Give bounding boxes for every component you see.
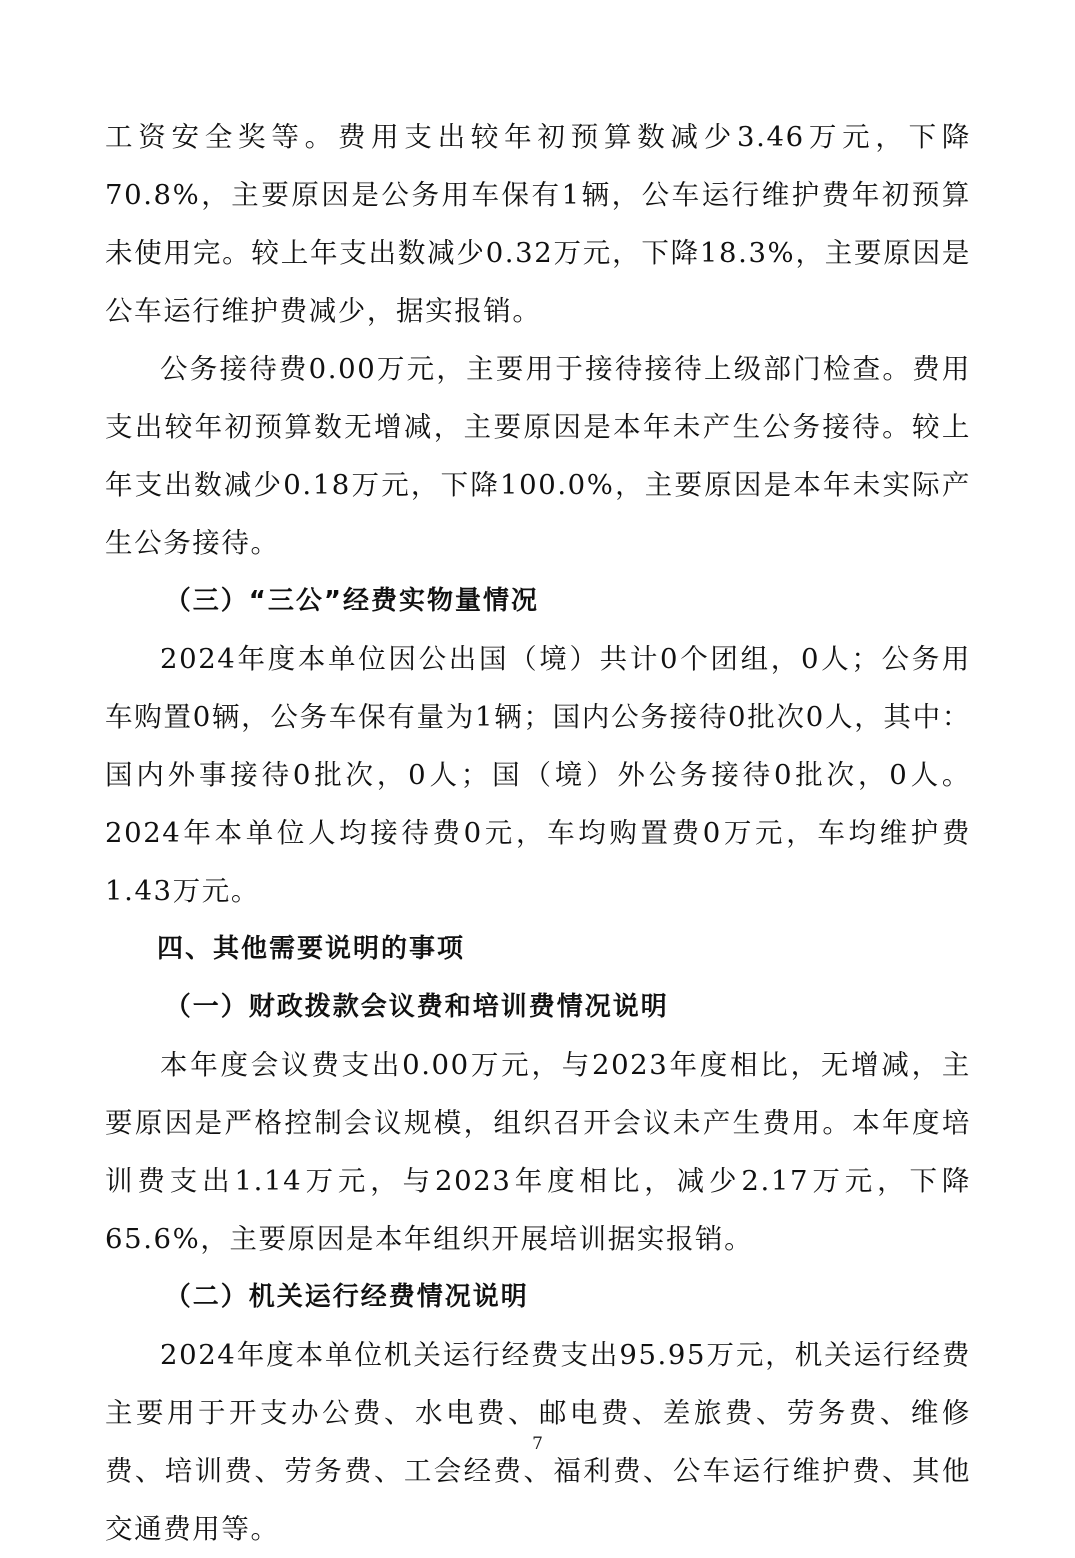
subheading-three-public-quantity: （三）“三公”经费实物量情况 xyxy=(164,586,539,616)
paragraph-quantity-details: 2024年度本单位因公出国（境）共计0个团组，0人；公务用车购置0辆，公务车保有量为1辆；国内公务接待0批次0人，其中：国内外事接待0批次，0人；国（境）外公务接待0批次，0人。2024年本单位人均接待费0元，车均购置费0万元，车均维护费1.43万元。 xyxy=(105,643,971,907)
paragraph-vehicle-cost: 工资安全奖等。费用支出较年初预算数减少3.46万元，下降70.8%，主要原因是公务用车保有1辆，公车运行维护费年初预算未使用完。较上年支出数减少0.32万元，下降18.3%，主要原因是公车运行维护费减少，据实报销。 xyxy=(105,121,971,327)
subheading-meeting-training: （一）财政拨款会议费和培训费情况说明 xyxy=(164,992,669,1022)
paragraph-meeting-training: 本年度会议费支出0.00万元，与2023年度相比，无增减，主要原因是严格控制会议规模，组织召开会议未产生费用。本年度培训费支出1.14万元，与2023年度相比，减少2.17万元，下降65.6%，主要原因是本年组织开展培训据实报销。 xyxy=(105,1049,971,1255)
heading-other-matters: 四、其他需要说明的事项 xyxy=(157,934,466,964)
page-number: 7 xyxy=(532,1434,543,1454)
paragraph-reception-cost: 公务接待费0.00万元，主要用于接待接待上级部门检查。费用支出较年初预算数无增减，主要原因是本年未产生公务接待。较上年支出数减少0.18万元，下降100.0%，主要原因是本年未实际产生公务接待。 xyxy=(105,353,971,559)
paragraph-operating-expenses: 2024年度本单位机关运行经费支出95.95万元，机关运行经费主要用于开支办公费、水电费、邮电费、差旅费、劳务费、维修费、培训费、劳务费、工会经费、福利费、公车运行维护费、其他交通费用等。 xyxy=(105,1339,971,1545)
subheading-operating-expenses: （二）机关运行经费情况说明 xyxy=(164,1282,529,1312)
document-body xyxy=(105,108,971,1558)
